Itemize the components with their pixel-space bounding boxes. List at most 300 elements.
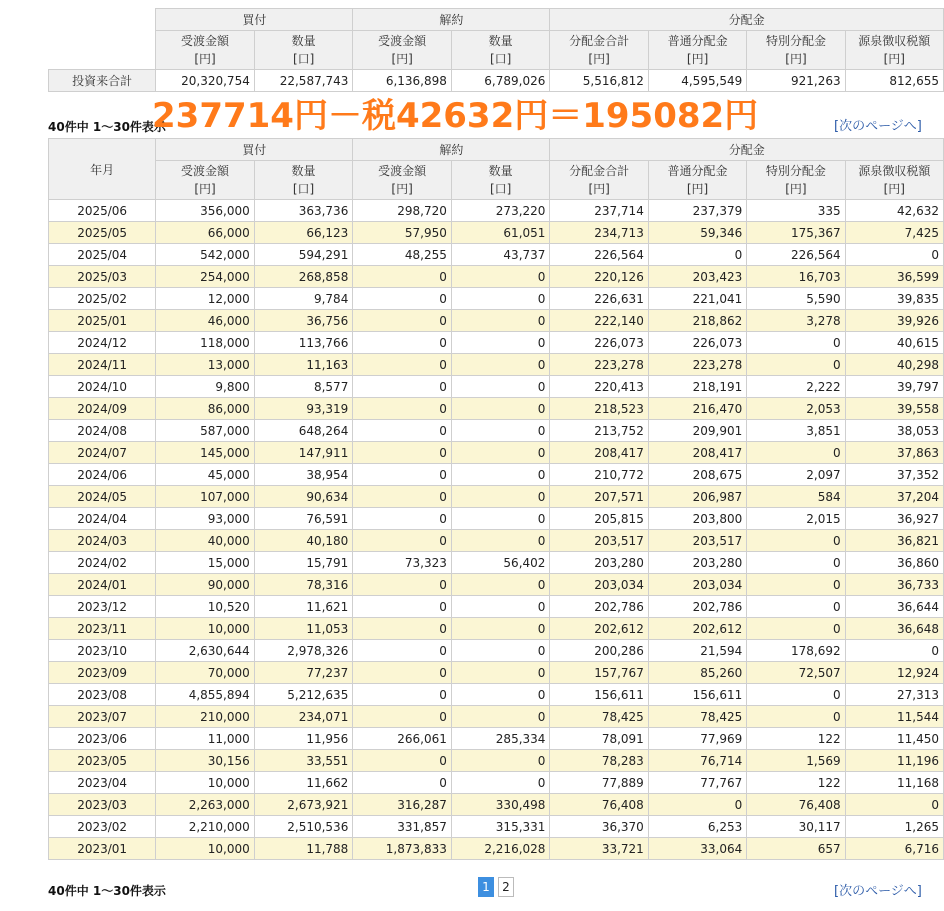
row-value: 118,000 — [156, 332, 255, 354]
row-value: 5,590 — [747, 288, 845, 310]
row-value: 78,425 — [550, 706, 648, 728]
row-year-month: 2024/09 — [49, 398, 156, 420]
row-value: 0 — [451, 750, 550, 772]
row-value: 0 — [747, 354, 845, 376]
row-value: 223,278 — [550, 354, 648, 376]
row-value: 122 — [747, 728, 845, 750]
row-value: 0 — [451, 508, 550, 530]
history-table — [48, 138, 944, 860]
row-value: 178,692 — [747, 640, 845, 662]
row-value: 45,000 — [156, 464, 255, 486]
row-value: 0 — [451, 398, 550, 420]
corner-blank — [49, 9, 156, 31]
row-year-month: 2023/06 — [49, 728, 156, 750]
row-value: 90,000 — [156, 574, 255, 596]
row-value: 200,286 — [550, 640, 648, 662]
cancel-header: 解約 — [353, 9, 550, 31]
table-row — [49, 640, 944, 662]
row-value: 147,911 — [254, 442, 353, 464]
row-value: 72,507 — [747, 662, 845, 684]
row-value: 59,346 — [648, 222, 746, 244]
pagination — [478, 877, 514, 897]
row-year-month: 2024/07 — [49, 442, 156, 464]
row-value: 0 — [648, 244, 746, 266]
row-value: 9,784 — [254, 288, 353, 310]
row-year-month: 2024/03 — [49, 530, 156, 552]
table-row — [49, 552, 944, 574]
row-value: 66,123 — [254, 222, 353, 244]
row-value: 57,950 — [353, 222, 452, 244]
row-value: 30,117 — [747, 816, 845, 838]
row-value: 285,334 — [451, 728, 550, 750]
row-value: 76,408 — [747, 794, 845, 816]
row-value: 203,800 — [648, 508, 746, 530]
row-value: 2,216,028 — [451, 838, 550, 860]
summary-value: 5,516,812 — [550, 70, 648, 92]
row-year-month: 2023/01 — [49, 838, 156, 860]
summary-label: 投資来合計 — [49, 70, 156, 92]
row-value: 48,255 — [353, 244, 452, 266]
row-value: 0 — [353, 662, 452, 684]
row-year-month: 2024/04 — [49, 508, 156, 530]
row-value: 7,425 — [845, 222, 943, 244]
row-value: 77,237 — [254, 662, 353, 684]
row-year-month: 2024/12 — [49, 332, 156, 354]
row-value: 268,858 — [254, 266, 353, 288]
next-page-link-bottom[interactable]: [次のページへ] — [834, 884, 922, 899]
summary-value: 6,789,026 — [451, 70, 549, 92]
row-value: 11,956 — [254, 728, 353, 750]
row-value: 316,287 — [353, 794, 452, 816]
row-year-month: 2024/11 — [49, 354, 156, 376]
row-value: 221,041 — [648, 288, 746, 310]
row-value: 39,835 — [845, 288, 943, 310]
row-value: 0 — [353, 772, 452, 794]
row-value: 220,413 — [550, 376, 648, 398]
summary-value: 6,136,898 — [353, 70, 451, 92]
row-value: 237,714 — [550, 200, 648, 222]
table-row — [49, 662, 944, 684]
summary-table — [48, 8, 944, 92]
row-value: 203,280 — [550, 552, 648, 574]
row-value: 33,551 — [254, 750, 353, 772]
table-row — [49, 354, 944, 376]
row-value: 234,713 — [550, 222, 648, 244]
row-value: 203,280 — [648, 552, 746, 574]
row-value: 208,675 — [648, 464, 746, 486]
row-value: 46,000 — [156, 310, 255, 332]
row-value: 6,716 — [845, 838, 943, 860]
year-month-header: 年月 — [49, 139, 156, 200]
row-value: 315,331 — [451, 816, 550, 838]
column-header: 数量 [口] — [451, 161, 550, 200]
row-value: 0 — [353, 706, 452, 728]
result-count: 40件中 1〜30件表示 — [48, 120, 166, 134]
row-value: 0 — [353, 266, 452, 288]
row-value: 2,097 — [747, 464, 845, 486]
row-value: 0 — [451, 420, 550, 442]
column-header: 数量 [口] — [254, 31, 353, 70]
row-value: 0 — [747, 684, 845, 706]
row-value: 36,821 — [845, 530, 943, 552]
row-value: 39,558 — [845, 398, 943, 420]
row-value: 213,752 — [550, 420, 648, 442]
row-value: 202,786 — [550, 596, 648, 618]
row-value: 36,733 — [845, 574, 943, 596]
table-row — [49, 816, 944, 838]
row-value: 39,797 — [845, 376, 943, 398]
row-value: 36,860 — [845, 552, 943, 574]
row-value: 226,631 — [550, 288, 648, 310]
row-value: 78,091 — [550, 728, 648, 750]
row-value: 0 — [747, 618, 845, 640]
row-value: 38,954 — [254, 464, 353, 486]
row-value: 335 — [747, 200, 845, 222]
row-value: 13,000 — [156, 354, 255, 376]
row-value: 226,564 — [550, 244, 648, 266]
row-value: 0 — [353, 530, 452, 552]
row-value: 237,379 — [648, 200, 746, 222]
row-value: 156,611 — [550, 684, 648, 706]
column-header: 普通分配金 [円] — [648, 31, 746, 70]
row-value: 0 — [747, 442, 845, 464]
table-row — [49, 464, 944, 486]
row-value: 202,612 — [648, 618, 746, 640]
table-row — [49, 222, 944, 244]
row-value: 11,788 — [254, 838, 353, 860]
row-value: 36,599 — [845, 266, 943, 288]
row-value: 0 — [451, 684, 550, 706]
row-value: 218,862 — [648, 310, 746, 332]
row-value: 0 — [747, 332, 845, 354]
row-value: 648,264 — [254, 420, 353, 442]
row-value: 0 — [451, 354, 550, 376]
table-row — [49, 618, 944, 640]
row-value: 3,851 — [747, 420, 845, 442]
row-value: 298,720 — [353, 200, 452, 222]
row-value: 15,791 — [254, 552, 353, 574]
row-value: 2,673,921 — [254, 794, 353, 816]
row-value: 203,423 — [648, 266, 746, 288]
row-value: 27,313 — [845, 684, 943, 706]
row-value: 205,815 — [550, 508, 648, 530]
row-year-month: 2023/10 — [49, 640, 156, 662]
row-year-month: 2024/01 — [49, 574, 156, 596]
row-value: 78,425 — [648, 706, 746, 728]
row-value: 0 — [353, 310, 452, 332]
row-year-month: 2024/05 — [49, 486, 156, 508]
row-year-month: 2023/04 — [49, 772, 156, 794]
row-value: 210,000 — [156, 706, 255, 728]
row-value: 77,889 — [550, 772, 648, 794]
row-value: 11,000 — [156, 728, 255, 750]
row-value: 0 — [451, 376, 550, 398]
next-page-link-top[interactable]: [次のページへ] — [834, 119, 922, 134]
row-value: 0 — [451, 618, 550, 640]
table-row — [49, 420, 944, 442]
row-value: 36,756 — [254, 310, 353, 332]
row-value: 2,222 — [747, 376, 845, 398]
buy-header: 買付 — [156, 9, 353, 31]
row-value: 0 — [451, 530, 550, 552]
row-value: 175,367 — [747, 222, 845, 244]
row-value: 38,053 — [845, 420, 943, 442]
row-value: 40,298 — [845, 354, 943, 376]
row-value: 210,772 — [550, 464, 648, 486]
row-value: 15,000 — [156, 552, 255, 574]
row-value: 0 — [747, 596, 845, 618]
buy-header: 買付 — [156, 139, 353, 161]
row-value: 77,969 — [648, 728, 746, 750]
row-value: 6,253 — [648, 816, 746, 838]
row-value: 220,126 — [550, 266, 648, 288]
row-value: 86,000 — [156, 398, 255, 420]
row-value: 10,000 — [156, 838, 255, 860]
row-value: 40,180 — [254, 530, 353, 552]
row-year-month: 2023/09 — [49, 662, 156, 684]
row-value: 218,191 — [648, 376, 746, 398]
row-value: 1,569 — [747, 750, 845, 772]
page-1-button[interactable]: 1 — [478, 877, 494, 897]
row-value: 10,000 — [156, 618, 255, 640]
row-value: 0 — [451, 772, 550, 794]
row-value: 202,786 — [648, 596, 746, 618]
corner-blank — [49, 31, 156, 70]
row-year-month: 2024/02 — [49, 552, 156, 574]
row-value: 0 — [353, 420, 452, 442]
row-value: 0 — [451, 574, 550, 596]
summary-value: 921,263 — [747, 70, 845, 92]
row-year-month: 2023/03 — [49, 794, 156, 816]
row-value: 2,263,000 — [156, 794, 255, 816]
row-value: 107,000 — [156, 486, 255, 508]
row-value: 208,417 — [550, 442, 648, 464]
row-value: 0 — [353, 442, 452, 464]
row-value: 2,630,644 — [156, 640, 255, 662]
row-value: 0 — [747, 574, 845, 596]
summary-value: 812,655 — [845, 70, 943, 92]
column-header: 受渡金額 [円] — [156, 161, 255, 200]
row-value: 12,924 — [845, 662, 943, 684]
row-value: 0 — [747, 530, 845, 552]
row-value: 587,000 — [156, 420, 255, 442]
row-value: 209,901 — [648, 420, 746, 442]
row-value: 203,517 — [648, 530, 746, 552]
row-value: 16,703 — [747, 266, 845, 288]
row-value: 40,000 — [156, 530, 255, 552]
row-value: 39,926 — [845, 310, 943, 332]
table-row — [49, 376, 944, 398]
row-value: 33,721 — [550, 838, 648, 860]
row-value: 203,034 — [550, 574, 648, 596]
row-value: 33,064 — [648, 838, 746, 860]
row-value: 356,000 — [156, 200, 255, 222]
row-year-month: 2025/06 — [49, 200, 156, 222]
row-value: 0 — [747, 552, 845, 574]
row-value: 0 — [353, 640, 452, 662]
row-value: 36,648 — [845, 618, 943, 640]
row-value: 1,873,833 — [353, 838, 452, 860]
row-value: 113,766 — [254, 332, 353, 354]
row-year-month: 2025/03 — [49, 266, 156, 288]
dist-header: 分配金 — [550, 139, 944, 161]
summary-value: 22,587,743 — [254, 70, 353, 92]
row-value: 36,370 — [550, 816, 648, 838]
row-value: 0 — [451, 288, 550, 310]
table-row — [49, 244, 944, 266]
row-value: 93,000 — [156, 508, 255, 530]
row-value: 331,857 — [353, 816, 452, 838]
row-value: 40,615 — [845, 332, 943, 354]
row-value: 542,000 — [156, 244, 255, 266]
row-year-month: 2025/01 — [49, 310, 156, 332]
row-value: 10,520 — [156, 596, 255, 618]
row-value: 226,073 — [648, 332, 746, 354]
row-value: 76,714 — [648, 750, 746, 772]
result-count-bottom: 40件中 1〜30件表示 — [48, 884, 166, 898]
table-row — [49, 310, 944, 332]
row-value: 12,000 — [156, 288, 255, 310]
table-row — [49, 750, 944, 772]
row-year-month: 2025/02 — [49, 288, 156, 310]
column-header: 源泉徴収税額 [円] — [845, 161, 943, 200]
row-value: 0 — [353, 288, 452, 310]
row-year-month: 2024/10 — [49, 376, 156, 398]
row-value: 0 — [451, 640, 550, 662]
row-value: 11,621 — [254, 596, 353, 618]
table-row — [49, 332, 944, 354]
table-row — [49, 684, 944, 706]
row-value: 37,352 — [845, 464, 943, 486]
row-value: 0 — [353, 618, 452, 640]
row-value: 37,863 — [845, 442, 943, 464]
row-value: 11,544 — [845, 706, 943, 728]
row-value: 78,316 — [254, 574, 353, 596]
row-value: 70,000 — [156, 662, 255, 684]
cancel-header: 解約 — [353, 139, 550, 161]
row-value: 11,163 — [254, 354, 353, 376]
row-value: 0 — [353, 332, 452, 354]
row-value: 226,073 — [550, 332, 648, 354]
table-row — [49, 772, 944, 794]
row-value: 0 — [353, 596, 452, 618]
row-value: 216,470 — [648, 398, 746, 420]
column-header: 特別分配金 [円] — [747, 31, 845, 70]
table-row — [49, 794, 944, 816]
row-value: 43,737 — [451, 244, 550, 266]
row-value: 0 — [353, 354, 452, 376]
row-value: 145,000 — [156, 442, 255, 464]
column-header: 受渡金額 [円] — [353, 161, 452, 200]
table-row — [49, 442, 944, 464]
row-year-month: 2023/12 — [49, 596, 156, 618]
row-value: 206,987 — [648, 486, 746, 508]
row-value: 0 — [845, 640, 943, 662]
row-value: 0 — [451, 662, 550, 684]
row-value: 0 — [353, 684, 452, 706]
row-value: 11,196 — [845, 750, 943, 772]
row-value: 2,210,000 — [156, 816, 255, 838]
row-value: 2,015 — [747, 508, 845, 530]
row-value: 0 — [747, 706, 845, 728]
row-value: 0 — [451, 442, 550, 464]
row-value: 1,265 — [845, 816, 943, 838]
table-row — [49, 508, 944, 530]
table-row — [49, 200, 944, 222]
column-header: 分配金合計 [円] — [550, 161, 648, 200]
row-value: 76,408 — [550, 794, 648, 816]
table-row — [49, 574, 944, 596]
row-value: 9,800 — [156, 376, 255, 398]
table-row — [49, 266, 944, 288]
row-value: 56,402 — [451, 552, 550, 574]
row-year-month: 2023/02 — [49, 816, 156, 838]
row-value: 266,061 — [353, 728, 452, 750]
row-value: 363,736 — [254, 200, 353, 222]
row-year-month: 2023/11 — [49, 618, 156, 640]
row-year-month: 2025/04 — [49, 244, 156, 266]
row-value: 594,291 — [254, 244, 353, 266]
page-2-button[interactable]: 2 — [498, 877, 514, 897]
row-value: 0 — [845, 794, 943, 816]
column-header: 受渡金額 [円] — [353, 31, 451, 70]
row-value: 0 — [451, 596, 550, 618]
row-value: 203,517 — [550, 530, 648, 552]
row-year-month: 2023/05 — [49, 750, 156, 772]
table-row — [49, 486, 944, 508]
row-value: 78,283 — [550, 750, 648, 772]
summary-value: 20,320,754 — [156, 70, 255, 92]
row-value: 0 — [451, 266, 550, 288]
row-value: 42,632 — [845, 200, 943, 222]
row-value: 273,220 — [451, 200, 550, 222]
column-header: 分配金合計 [円] — [550, 31, 648, 70]
row-value: 122 — [747, 772, 845, 794]
dist-header: 分配金 — [550, 9, 944, 31]
row-value: 222,140 — [550, 310, 648, 332]
row-year-month: 2024/06 — [49, 464, 156, 486]
row-value: 77,767 — [648, 772, 746, 794]
row-value: 0 — [353, 376, 452, 398]
column-header: 受渡金額 [円] — [156, 31, 255, 70]
row-value: 0 — [451, 310, 550, 332]
column-header: 数量 [口] — [451, 31, 549, 70]
row-value: 5,212,635 — [254, 684, 353, 706]
table-row — [49, 706, 944, 728]
row-value: 10,000 — [156, 772, 255, 794]
row-value: 0 — [353, 398, 452, 420]
row-value: 93,319 — [254, 398, 353, 420]
column-header: 普通分配金 [円] — [648, 161, 746, 200]
table-row — [49, 596, 944, 618]
row-value: 61,051 — [451, 222, 550, 244]
row-value: 0 — [648, 794, 746, 816]
row-value: 330,498 — [451, 794, 550, 816]
row-value: 2,510,536 — [254, 816, 353, 838]
row-value: 11,662 — [254, 772, 353, 794]
row-value: 3,278 — [747, 310, 845, 332]
column-header: 数量 [口] — [254, 161, 353, 200]
row-value: 73,323 — [353, 552, 452, 574]
row-value: 11,450 — [845, 728, 943, 750]
row-value: 11,053 — [254, 618, 353, 640]
summary-value: 4,595,549 — [648, 70, 746, 92]
table-row — [49, 728, 944, 750]
row-year-month: 2024/08 — [49, 420, 156, 442]
row-value: 0 — [451, 332, 550, 354]
row-year-month: 2023/08 — [49, 684, 156, 706]
row-value: 0 — [353, 574, 452, 596]
